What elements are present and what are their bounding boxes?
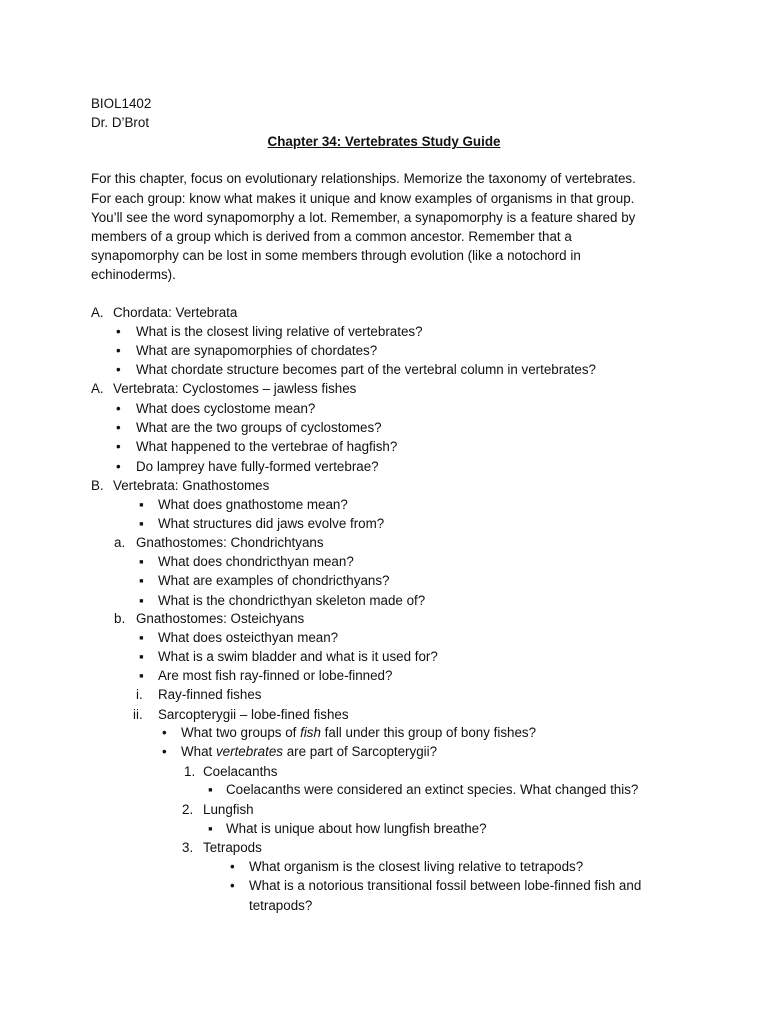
square-bullet-icon: ▪ — [139, 497, 144, 512]
question-item: What two groups of fish fall under this group of bony fishes? — [181, 725, 537, 740]
outline-marker: 3. — [182, 840, 194, 855]
bullet-icon: • — [162, 744, 167, 759]
question-item: What are examples of chondricthyans? — [158, 573, 390, 588]
bullet-icon: • — [116, 324, 121, 339]
question-item: What does cyclostome mean? — [136, 401, 316, 416]
bullet-icon: • — [116, 459, 121, 474]
intro-line: For this chapter, focus on evolutionary relationships. Memorize the taxonomy of vertebrates. — [91, 171, 636, 186]
intro-line: For each group: know what makes it unique and know examples of organisms in that group. — [91, 191, 635, 206]
intro-line: You’ll see the word synapomorphy a lot. Remember, a synapomorphy is a feature shared by — [91, 210, 636, 225]
bullet-icon: • — [116, 401, 121, 416]
question-item-continuation: tetrapods? — [249, 898, 313, 913]
outline-marker: A. — [91, 381, 104, 396]
outline-marker: i. — [136, 687, 143, 702]
square-bullet-icon: ▪ — [139, 593, 144, 608]
square-bullet-icon: ▪ — [208, 821, 213, 836]
question-item: What does chondricthyan mean? — [158, 554, 354, 569]
bullet-icon: • — [230, 878, 235, 893]
instructor-name: Dr. D’Brot — [91, 115, 150, 130]
intro-line: echinoderms). — [91, 267, 176, 282]
question-item: What does gnathostome mean? — [158, 497, 348, 512]
square-bullet-icon: ▪ — [139, 649, 144, 664]
question-item: What chordate structure becomes part of the vertebral column in vertebrates? — [136, 362, 596, 377]
question-item: What is a notorious transitional fossil between lobe-finned fish and — [249, 878, 642, 893]
question-item: What are the two groups of cyclostomes? — [136, 420, 382, 435]
question-item: What vertebrates are part of Sarcopterygii? — [181, 744, 438, 759]
subsection-heading-osteichyans: Gnathostomes: Osteichyans — [136, 611, 305, 626]
bullet-icon: • — [230, 859, 235, 874]
page-title: Chapter 34: Vertebrates Study Guide — [267, 134, 501, 149]
bullet-icon: • — [116, 420, 121, 435]
question-item: What are synapomorphies of chordates? — [136, 343, 378, 358]
bullet-icon: • — [162, 725, 167, 740]
item-tetrapods: Tetrapods — [203, 840, 262, 855]
question-item: Do lamprey have fully-formed vertebrae? — [136, 459, 379, 474]
outline-marker: a. — [114, 535, 126, 550]
course-code: BIOL1402 — [91, 96, 152, 111]
question-item: What organism is the closest living relative to tetrapods? — [249, 859, 584, 874]
outline-marker: 1. — [184, 764, 196, 779]
item-ray-finned-fishes: Ray-finned fishes — [158, 687, 262, 702]
item-lungfish: Lungfish — [203, 802, 254, 817]
item-coelacanths: Coelacanths — [203, 764, 278, 779]
question-item: What happened to the vertebrae of hagfish? — [136, 439, 398, 454]
bullet-icon: • — [116, 362, 121, 377]
question-item: What does osteicthyan mean? — [158, 630, 339, 645]
question-item: Coelacanths were considered an extinct species. What changed this? — [226, 782, 639, 797]
square-bullet-icon: ▪ — [139, 630, 144, 645]
item-sarcopterygii: Sarcopterygii – lobe-fined fishes — [158, 707, 349, 722]
outline-marker: 2. — [182, 802, 194, 817]
outline-marker: ii. — [133, 707, 143, 722]
outline-marker: B. — [91, 478, 104, 493]
bullet-icon: • — [116, 439, 121, 454]
question-item: What is a swim bladder and what is it used for? — [158, 649, 438, 664]
outline-marker: A. — [91, 305, 104, 320]
bullet-icon: • — [116, 343, 121, 358]
square-bullet-icon: ▪ — [139, 554, 144, 569]
intro-line: members of a group which is derived from a common ancestor. Remember that a — [91, 229, 572, 244]
section-heading-chordata: Chordata: Vertebrata — [113, 305, 238, 320]
question-item: What is unique about how lungfish breathe? — [226, 821, 487, 836]
question-item: What is the chondricthyan skeleton made of? — [158, 593, 426, 608]
square-bullet-icon: ▪ — [139, 573, 144, 588]
square-bullet-icon: ▪ — [139, 668, 144, 683]
section-heading-cyclostomes: Vertebrata: Cyclostomes – jawless fishes — [113, 381, 357, 396]
outline-marker: b. — [114, 611, 126, 626]
square-bullet-icon: ▪ — [208, 782, 213, 797]
question-item: What is the closest living relative of vertebrates? — [136, 324, 423, 339]
question-item: What structures did jaws evolve from? — [158, 516, 385, 531]
question-item: Are most fish ray-finned or lobe-finned? — [158, 668, 393, 683]
subsection-heading-chondrichthyans: Gnathostomes: Chondrichtyans — [136, 535, 324, 550]
section-heading-gnathostomes: Vertebrata: Gnathostomes — [113, 478, 270, 493]
square-bullet-icon: ▪ — [139, 516, 144, 531]
intro-line: synapomorphy can be lost in some members through evolution (like a notochord in — [91, 248, 581, 263]
